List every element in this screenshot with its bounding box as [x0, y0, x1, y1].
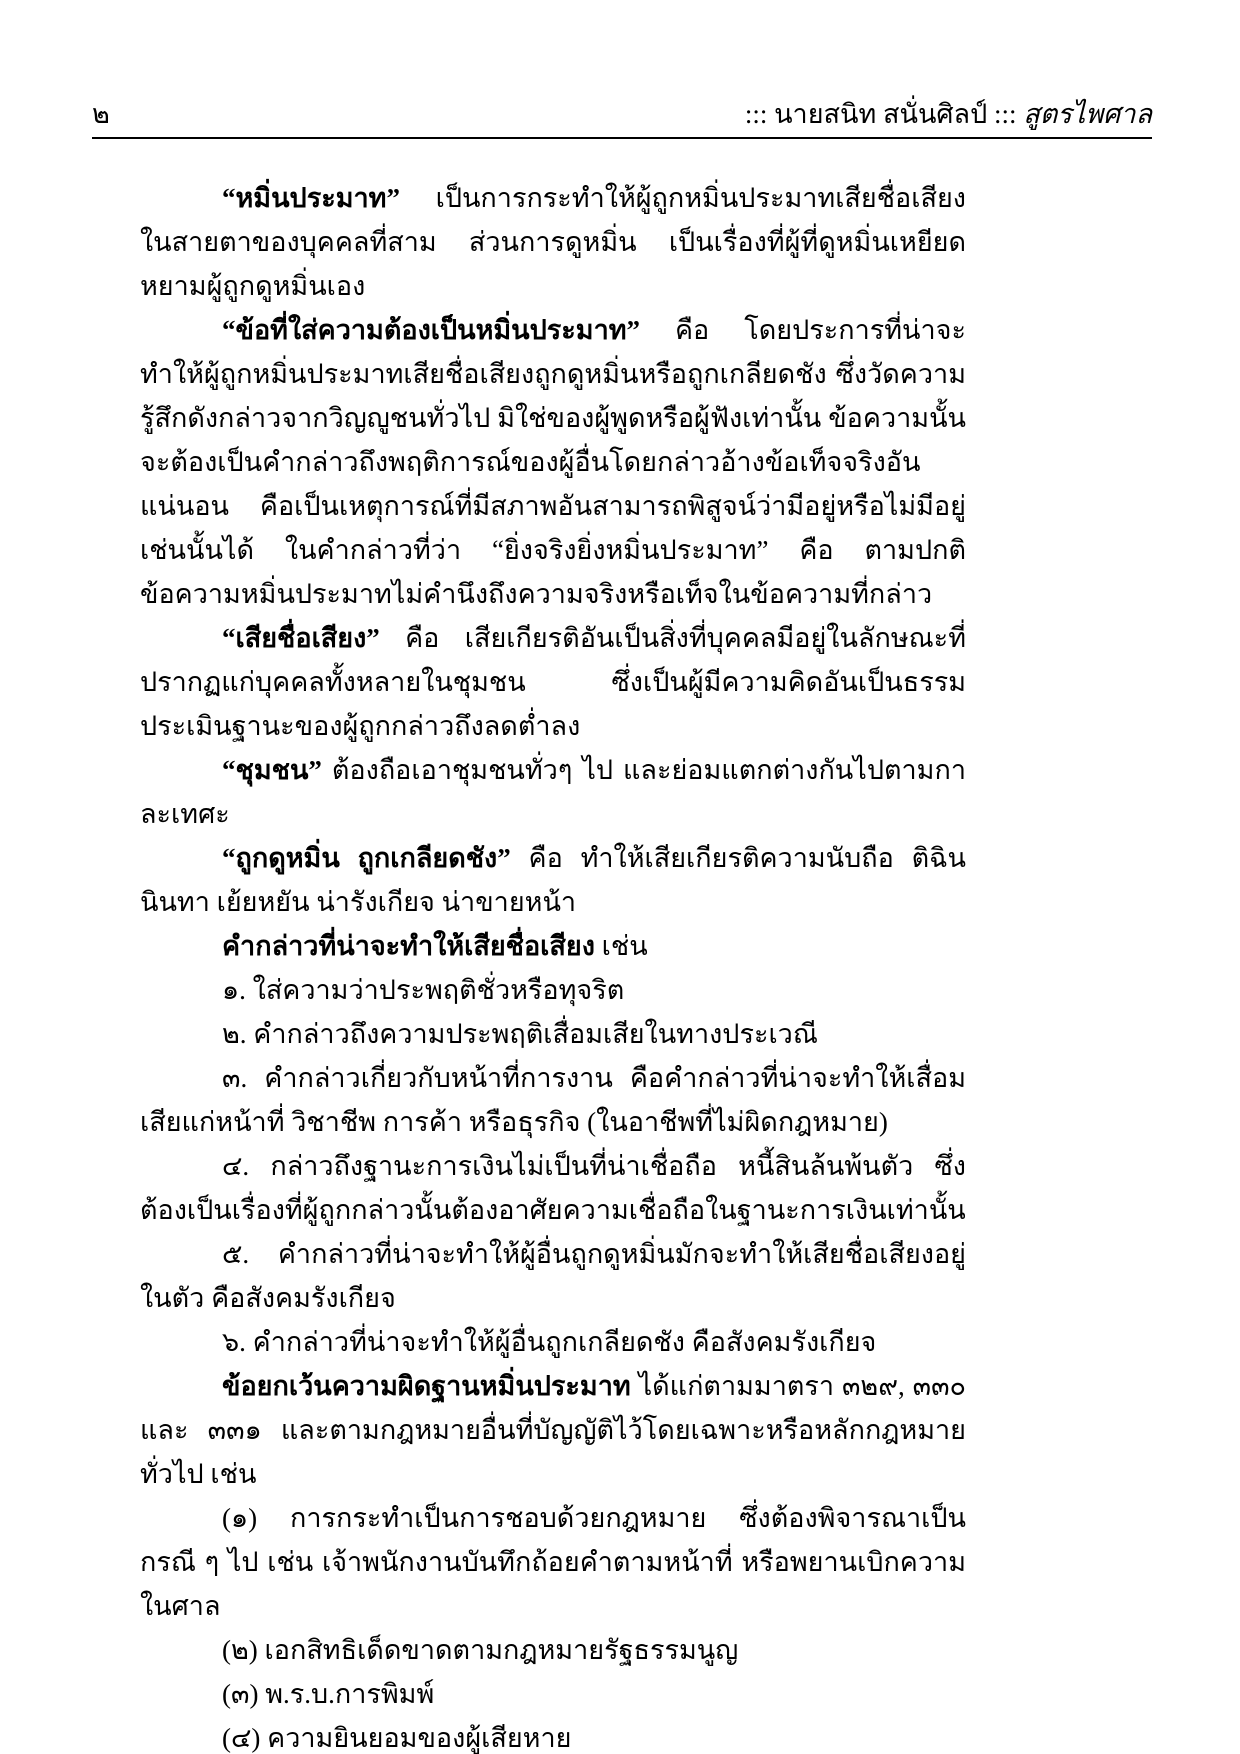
paragraph-reputation-loss	[140, 616, 966, 748]
paragraph-text: ต้องถือเอาชุมชนทั่วๆ ไป และย่อมแตกต่างกันไปตามกาละเทศะ	[140, 755, 966, 829]
list-item	[140, 1056, 966, 1144]
document-body	[140, 176, 966, 1754]
term-label: ข้อยกเว้นความผิดฐานหมิ่นประมาท	[222, 1371, 631, 1401]
paragraph-text: เช่น	[594, 931, 648, 961]
exception-item-text: (๔) ความยินยอมของผู้เสียหาย	[222, 1723, 572, 1753]
paragraph-contempt-hatred	[140, 836, 966, 924]
paragraph-defamation-definition	[140, 176, 966, 308]
exception-item	[140, 1496, 966, 1628]
paragraph-examples-heading	[140, 924, 966, 968]
list-item-text: ๒. คำกล่าวถึงความประพฤติเสื่อมเสียในทางประเวณี	[222, 1019, 818, 1049]
list-item	[140, 1144, 966, 1232]
exception-item	[140, 1628, 966, 1672]
paragraph-text: คือ ทำให้เสียเกียรติความนับถือ ติฉินนินทา เย้ยหยัน น่ารังเกียจ น่าขายหน้า	[140, 843, 966, 917]
term-label: “ถูกดูหมิ่น ถูกเกลียดชัง”	[222, 843, 511, 873]
exception-item	[140, 1716, 966, 1754]
list-item	[140, 1012, 966, 1056]
list-item	[140, 1232, 966, 1320]
paragraph-defamatory-statement	[140, 308, 966, 616]
exception-item	[140, 1672, 966, 1716]
exception-item-text: (๓) พ.ร.บ.การพิมพ์	[222, 1679, 435, 1709]
term-label: “ชุมชน”	[222, 755, 322, 785]
paragraph-text: ได้แก่ตามมาตรา ๓๒๙, ๓๓๐ และ ๓๓๑ และตามกฎหมายอื่นที่บัญญัติไว้โดยเฉพาะหรือหลักกฎหมายทั่วไป เช่น	[140, 1371, 966, 1489]
list-item-text: ๑. ใส่ความว่าประพฤติชั่วหรือทุจริต	[222, 975, 625, 1005]
paragraph-text: คือ โดยประการที่น่าจะทำให้ผู้ถูกหมิ่นประมาทเสียชื่อเสียงถูกดูหมิ่นหรือถูกเกลียดชัง ซึ่งวัดความรู้สึกดังกล่าวจากวิญญูชนทั่วไป มิใช่ของผู้พูดหรือผู้ฟังเท่านั้น ข้อความนั้นจะต้องเป็นคำกล่าวถึงพฤติการณ์ของผู้อื่นโดยกล่าวอ้างข้อเท็จจริงอันแน่นอน คือเป็นเหตุการณ์ที่มีสภาพอันสามารถพิสูจน์ว่ามีอยู่หรือไม่มีอยู่เช่นนั้นได้ ในคำกล่าวที่ว่า “ยิ่งจริงยิ่งหมิ่นประมาท” คือ ตามปกติข้อความหมิ่นประมาทไม่คำนึงถึงความจริงหรือเท็จในข้อความที่กล่าว	[140, 315, 966, 609]
term-label: คำกล่าวที่น่าจะทำให้เสียชื่อเสียง	[222, 931, 595, 961]
header-rule	[92, 137, 1152, 139]
list-item	[140, 1320, 966, 1364]
list-item-text: ๔. กล่าวถึงฐานะการเงินไม่เป็นที่น่าเชื่อถือ หนี้สินล้นพ้นตัว ซึ่งต้องเป็นเรื่องที่ผู้ถูกกล่าวนั้นต้องอาศัยความเชื่อถือในฐานะการเงินเท่านั้น	[140, 1151, 966, 1225]
exception-item-text: (๒) เอกสิทธิเด็ดขาดตามกฎหมายรัฐธรรมนูญ	[222, 1635, 739, 1665]
term-label: “หมิ่นประมาท”	[222, 183, 400, 213]
list-item	[140, 968, 966, 1012]
paragraph-community	[140, 748, 966, 836]
exception-item-text: (๑) การกระทำเป็นการชอบด้วยกฎหมาย ซึ่งต้องพิจารณาเป็นกรณี ๆ ไป เช่น เจ้าพนักงานบันทึกถ้อยคำตามหน้าที่ หรือพยานเบิกความในศาล	[140, 1503, 966, 1621]
paragraph-text: คือ เสียเกียรติอันเป็นสิ่งที่บุคคลมีอยู่ในลักษณะที่ปรากฏแก่บุคคลทั้งหลายในชุมชน ซึ่งเป็นผู้มีความคิดอันเป็นธรรม ประเมินฐานะของผู้ถูกกล่าวถึงลดต่ำลง	[140, 623, 966, 741]
page-header	[92, 94, 1152, 134]
list-item-text: ๖. คำกล่าวที่น่าจะทำให้ผู้อื่นถูกเกลียดชัง คือสังคมรังเกียจ	[222, 1327, 877, 1357]
list-item-text: ๓. คำกล่าวเกี่ยวกับหน้าที่การงาน คือคำกล่าวที่น่าจะทำให้เสื่อมเสียแก่หน้าที่ วิชาชีพ การค้า หรือธุรกิจ (ในอาชีพที่ไม่ผิดกฎหมาย)	[140, 1063, 966, 1137]
paragraph-text: เป็นการกระทำให้ผู้ถูกหมิ่นประมาทเสียชื่อเสียงในสายตาของบุคคลที่สาม ส่วนการดูหมิ่น เป็นเรื่องที่ผู้ที่ดูหมิ่นเหยียดหยามผู้ถูกดูหมิ่นเอง	[140, 183, 966, 301]
page-number: ๒	[92, 99, 110, 129]
running-head	[745, 94, 1152, 134]
author-name: ::: นายสนิท สนั่นศิลป์ :::	[744, 99, 1024, 129]
publisher-name: สูตรไพศาล	[1023, 99, 1152, 129]
term-label: “เสียชื่อเสียง”	[222, 623, 380, 653]
paragraph-exceptions-heading	[140, 1364, 966, 1496]
term-label: “ข้อที่ใส่ความต้องเป็นหมิ่นประมาท”	[222, 315, 641, 345]
list-item-text: ๕. คำกล่าวที่น่าจะทำให้ผู้อื่นถูกดูหมิ่นมักจะทำให้เสียชื่อเสียงอยู่ในตัว คือสังคมรังเกียจ	[140, 1239, 966, 1313]
